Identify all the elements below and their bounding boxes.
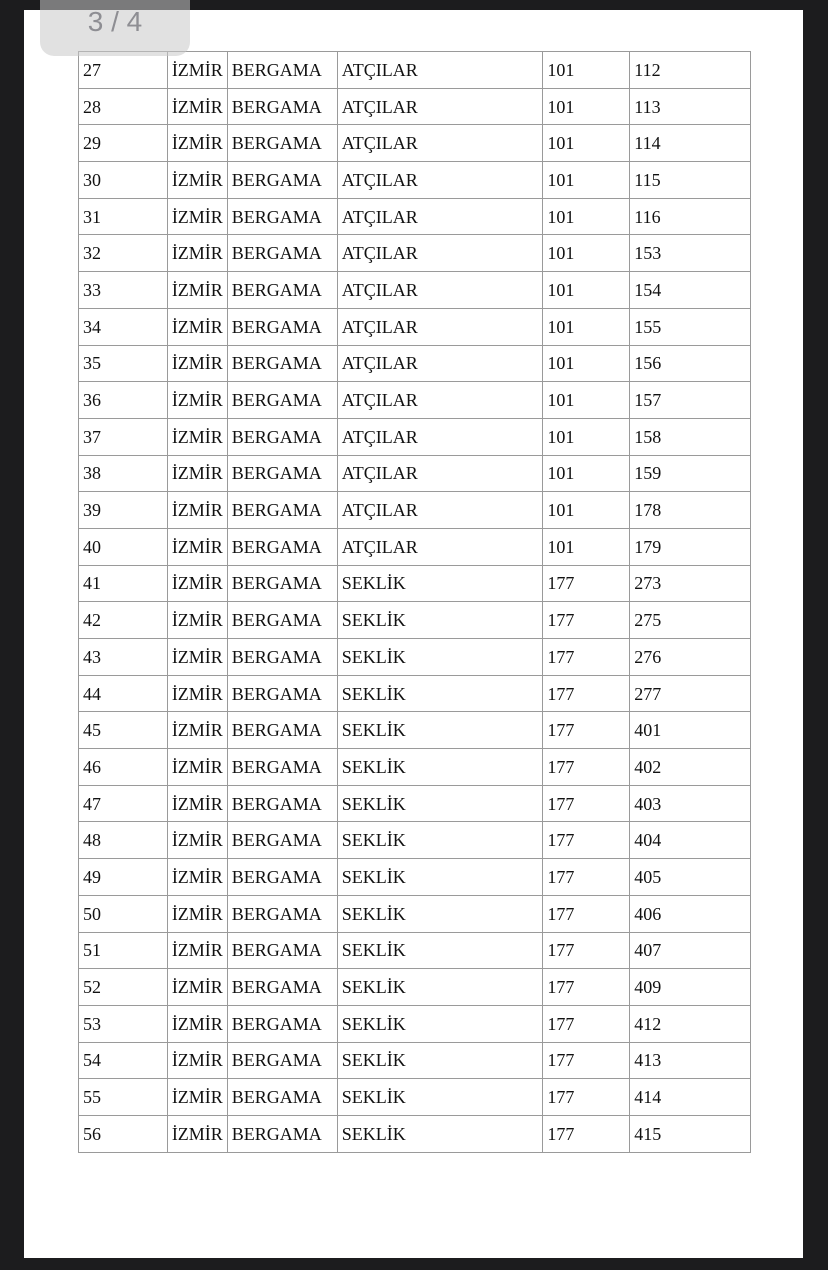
district-cell: BERGAMA — [227, 455, 337, 492]
table-row — [79, 932, 751, 969]
province-cell: İZMİR — [167, 198, 227, 235]
table-row — [79, 712, 751, 749]
neighborhood-cell: SEKLİK — [337, 1042, 543, 1079]
district-cell: BERGAMA — [227, 198, 337, 235]
table-row — [79, 455, 751, 492]
parcel-cell: 406 — [630, 895, 751, 932]
block-cell: 177 — [543, 639, 630, 676]
parcel-cell: 116 — [630, 198, 751, 235]
row-number-cell: 41 — [79, 565, 168, 602]
neighborhood-cell: ATÇILAR — [337, 455, 543, 492]
table-row — [79, 162, 751, 199]
neighborhood-cell: ATÇILAR — [337, 125, 543, 162]
district-cell: BERGAMA — [227, 528, 337, 565]
row-number-cell: 52 — [79, 969, 168, 1006]
block-cell: 101 — [543, 345, 630, 382]
parcel-cell: 154 — [630, 272, 751, 309]
row-number-cell: 45 — [79, 712, 168, 749]
parcel-cell: 113 — [630, 88, 751, 125]
block-cell: 101 — [543, 125, 630, 162]
neighborhood-cell: SEKLİK — [337, 785, 543, 822]
block-cell: 101 — [543, 418, 630, 455]
district-cell: BERGAMA — [227, 749, 337, 786]
row-number-cell: 42 — [79, 602, 168, 639]
parcel-cell: 276 — [630, 639, 751, 676]
district-cell: BERGAMA — [227, 712, 337, 749]
province-cell: İZMİR — [167, 235, 227, 272]
table-row — [79, 675, 751, 712]
province-cell: İZMİR — [167, 639, 227, 676]
parcel-cell: 178 — [630, 492, 751, 529]
parcel-cell: 115 — [630, 162, 751, 199]
table-row — [79, 52, 751, 89]
parcel-cell: 112 — [630, 52, 751, 89]
block-cell: 177 — [543, 1079, 630, 1116]
block-cell: 101 — [543, 162, 630, 199]
district-cell: BERGAMA — [227, 345, 337, 382]
row-number-cell: 47 — [79, 785, 168, 822]
district-cell: BERGAMA — [227, 1005, 337, 1042]
province-cell: İZMİR — [167, 272, 227, 309]
row-number-cell: 37 — [79, 418, 168, 455]
table-row — [79, 1079, 751, 1116]
province-cell: İZMİR — [167, 1115, 227, 1152]
parcel-cell: 156 — [630, 345, 751, 382]
row-number-cell: 46 — [79, 749, 168, 786]
row-number-cell: 36 — [79, 382, 168, 419]
block-cell: 177 — [543, 822, 630, 859]
table-row — [79, 125, 751, 162]
province-cell: İZMİR — [167, 52, 227, 89]
row-number-cell: 27 — [79, 52, 168, 89]
block-cell: 177 — [543, 895, 630, 932]
table-row — [79, 895, 751, 932]
neighborhood-cell: SEKLİK — [337, 565, 543, 602]
row-number-cell: 30 — [79, 162, 168, 199]
table-row — [79, 272, 751, 309]
district-cell: BERGAMA — [227, 1079, 337, 1116]
table-row — [79, 235, 751, 272]
block-cell: 101 — [543, 272, 630, 309]
province-cell: İZMİR — [167, 308, 227, 345]
neighborhood-cell: SEKLİK — [337, 969, 543, 1006]
row-number-cell: 33 — [79, 272, 168, 309]
table-row — [79, 785, 751, 822]
block-cell: 177 — [543, 785, 630, 822]
table-row — [79, 492, 751, 529]
block-cell: 177 — [543, 675, 630, 712]
province-cell: İZMİR — [167, 1079, 227, 1116]
table-row — [79, 382, 751, 419]
row-number-cell: 39 — [79, 492, 168, 529]
neighborhood-cell: ATÇILAR — [337, 162, 543, 199]
province-cell: İZMİR — [167, 859, 227, 896]
parcel-cell: 409 — [630, 969, 751, 1006]
district-cell: BERGAMA — [227, 859, 337, 896]
province-cell: İZMİR — [167, 602, 227, 639]
parcel-cell: 179 — [630, 528, 751, 565]
table-row — [79, 1042, 751, 1079]
parcel-cell: 157 — [630, 382, 751, 419]
block-cell: 177 — [543, 1115, 630, 1152]
province-cell: İZMİR — [167, 492, 227, 529]
parcel-cell: 273 — [630, 565, 751, 602]
province-cell: İZMİR — [167, 749, 227, 786]
neighborhood-cell: SEKLİK — [337, 1079, 543, 1116]
row-number-cell: 38 — [79, 455, 168, 492]
block-cell: 177 — [543, 1005, 630, 1042]
parcel-cell: 401 — [630, 712, 751, 749]
block-cell: 177 — [543, 1042, 630, 1079]
row-number-cell: 32 — [79, 235, 168, 272]
province-cell: İZMİR — [167, 455, 227, 492]
table-row — [79, 1115, 751, 1152]
block-cell: 101 — [543, 88, 630, 125]
block-cell: 177 — [543, 969, 630, 1006]
parcel-cell: 114 — [630, 125, 751, 162]
neighborhood-cell: ATÇILAR — [337, 492, 543, 529]
parcel-cell: 412 — [630, 1005, 751, 1042]
province-cell: İZMİR — [167, 418, 227, 455]
parcel-cell: 159 — [630, 455, 751, 492]
row-number-cell: 53 — [79, 1005, 168, 1042]
table-row — [79, 822, 751, 859]
district-cell: BERGAMA — [227, 88, 337, 125]
neighborhood-cell: SEKLİK — [337, 822, 543, 859]
province-cell: İZMİR — [167, 675, 227, 712]
table-row — [79, 639, 751, 676]
parcel-table-body — [79, 52, 751, 1153]
row-number-cell: 48 — [79, 822, 168, 859]
district-cell: BERGAMA — [227, 162, 337, 199]
district-cell: BERGAMA — [227, 308, 337, 345]
block-cell: 177 — [543, 565, 630, 602]
district-cell: BERGAMA — [227, 895, 337, 932]
district-cell: BERGAMA — [227, 492, 337, 529]
district-cell: BERGAMA — [227, 125, 337, 162]
neighborhood-cell: ATÇILAR — [337, 382, 543, 419]
neighborhood-cell: ATÇILAR — [337, 308, 543, 345]
parcel-cell: 404 — [630, 822, 751, 859]
neighborhood-cell: ATÇILAR — [337, 528, 543, 565]
row-number-cell: 44 — [79, 675, 168, 712]
province-cell: İZMİR — [167, 162, 227, 199]
province-cell: İZMİR — [167, 125, 227, 162]
district-cell: BERGAMA — [227, 272, 337, 309]
block-cell: 177 — [543, 749, 630, 786]
table-row — [79, 308, 751, 345]
neighborhood-cell: SEKLİK — [337, 712, 543, 749]
row-number-cell: 31 — [79, 198, 168, 235]
province-cell: İZMİR — [167, 712, 227, 749]
block-cell: 101 — [543, 308, 630, 345]
province-cell: İZMİR — [167, 895, 227, 932]
table-row — [79, 1005, 751, 1042]
province-cell: İZMİR — [167, 565, 227, 602]
neighborhood-cell: ATÇILAR — [337, 88, 543, 125]
parcel-cell: 403 — [630, 785, 751, 822]
row-number-cell: 55 — [79, 1079, 168, 1116]
neighborhood-cell: SEKLİK — [337, 639, 543, 676]
block-cell: 101 — [543, 235, 630, 272]
district-cell: BERGAMA — [227, 418, 337, 455]
neighborhood-cell: ATÇILAR — [337, 272, 543, 309]
table-row — [79, 345, 751, 382]
parcel-cell: 407 — [630, 932, 751, 969]
neighborhood-cell: SEKLİK — [337, 675, 543, 712]
row-number-cell: 56 — [79, 1115, 168, 1152]
parcel-cell: 413 — [630, 1042, 751, 1079]
table-row — [79, 565, 751, 602]
parcel-cell: 414 — [630, 1079, 751, 1116]
block-cell: 101 — [543, 52, 630, 89]
row-number-cell: 35 — [79, 345, 168, 382]
province-cell: İZMİR — [167, 822, 227, 859]
block-cell: 177 — [543, 712, 630, 749]
parcel-cell: 415 — [630, 1115, 751, 1152]
district-cell: BERGAMA — [227, 1115, 337, 1152]
province-cell: İZMİR — [167, 785, 227, 822]
district-cell: BERGAMA — [227, 1042, 337, 1079]
table-row — [79, 88, 751, 125]
neighborhood-cell: ATÇILAR — [337, 345, 543, 382]
neighborhood-cell: SEKLİK — [337, 859, 543, 896]
row-number-cell: 34 — [79, 308, 168, 345]
row-number-cell: 51 — [79, 932, 168, 969]
table-row — [79, 198, 751, 235]
district-cell: BERGAMA — [227, 932, 337, 969]
block-cell: 101 — [543, 382, 630, 419]
parcel-cell: 277 — [630, 675, 751, 712]
table-row — [79, 749, 751, 786]
row-number-cell: 28 — [79, 88, 168, 125]
row-number-cell: 50 — [79, 895, 168, 932]
table-row — [79, 969, 751, 1006]
neighborhood-cell: SEKLİK — [337, 1115, 543, 1152]
district-cell: BERGAMA — [227, 565, 337, 602]
neighborhood-cell: ATÇILAR — [337, 418, 543, 455]
parcel-cell: 402 — [630, 749, 751, 786]
table-row — [79, 859, 751, 896]
district-cell: BERGAMA — [227, 52, 337, 89]
parcel-cell: 158 — [630, 418, 751, 455]
block-cell: 177 — [543, 602, 630, 639]
neighborhood-cell: SEKLİK — [337, 602, 543, 639]
table-row — [79, 602, 751, 639]
district-cell: BERGAMA — [227, 382, 337, 419]
district-cell: BERGAMA — [227, 602, 337, 639]
district-cell: BERGAMA — [227, 785, 337, 822]
province-cell: İZMİR — [167, 1005, 227, 1042]
block-cell: 101 — [543, 198, 630, 235]
block-cell: 177 — [543, 932, 630, 969]
parcel-table — [78, 51, 751, 1153]
district-cell: BERGAMA — [227, 235, 337, 272]
district-cell: BERGAMA — [227, 639, 337, 676]
row-number-cell: 40 — [79, 528, 168, 565]
province-cell: İZMİR — [167, 969, 227, 1006]
parcel-cell: 405 — [630, 859, 751, 896]
page-indicator: 3 / 4 — [40, 0, 190, 56]
block-cell: 177 — [543, 859, 630, 896]
table-row — [79, 418, 751, 455]
neighborhood-cell: SEKLİK — [337, 749, 543, 786]
neighborhood-cell: ATÇILAR — [337, 52, 543, 89]
table-row — [79, 528, 751, 565]
parcel-cell: 155 — [630, 308, 751, 345]
block-cell: 101 — [543, 455, 630, 492]
block-cell: 101 — [543, 492, 630, 529]
province-cell: İZMİR — [167, 345, 227, 382]
district-cell: BERGAMA — [227, 822, 337, 859]
parcel-cell: 153 — [630, 235, 751, 272]
block-cell: 101 — [543, 528, 630, 565]
province-cell: İZMİR — [167, 382, 227, 419]
row-number-cell: 49 — [79, 859, 168, 896]
row-number-cell: 43 — [79, 639, 168, 676]
province-cell: İZMİR — [167, 932, 227, 969]
neighborhood-cell: SEKLİK — [337, 932, 543, 969]
neighborhood-cell: SEKLİK — [337, 1005, 543, 1042]
neighborhood-cell: ATÇILAR — [337, 198, 543, 235]
district-cell: BERGAMA — [227, 969, 337, 1006]
district-cell: BERGAMA — [227, 675, 337, 712]
neighborhood-cell: ATÇILAR — [337, 235, 543, 272]
province-cell: İZMİR — [167, 88, 227, 125]
row-number-cell: 29 — [79, 125, 168, 162]
province-cell: İZMİR — [167, 1042, 227, 1079]
parcel-cell: 275 — [630, 602, 751, 639]
neighborhood-cell: SEKLİK — [337, 895, 543, 932]
province-cell: İZMİR — [167, 528, 227, 565]
row-number-cell: 54 — [79, 1042, 168, 1079]
